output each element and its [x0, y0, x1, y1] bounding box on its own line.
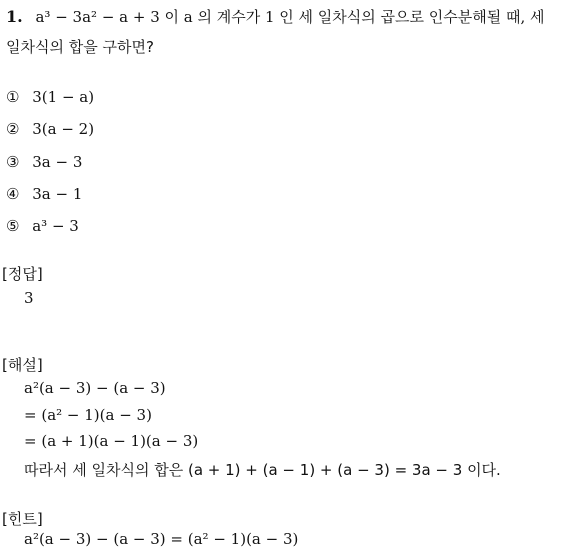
choice-text: 3a − 1 [32, 185, 83, 203]
choice-2[interactable] [6, 120, 94, 138]
choice-marker: ④ [6, 185, 20, 203]
choice-5[interactable] [6, 217, 79, 235]
choice-text: 3a − 3 [32, 153, 83, 171]
solution-line-2: = (a² − 1)(a − 3) [24, 406, 152, 424]
question-number: 1. [6, 7, 23, 26]
choice-marker: ③ [6, 153, 20, 171]
choice-text: a³ − 3 [32, 217, 79, 235]
hint-line: a²(a − 3) − (a − 3) = (a² − 1)(a − 3) [24, 530, 299, 548]
solution-line-4: 따라서 세 일차식의 합은 (a + 1) + (a − 1) + (a − 3) = 3a − 3 이다. [24, 461, 501, 479]
solution-label: [해설] [2, 356, 43, 374]
choice-text: 3(1 − a) [32, 88, 95, 106]
choice-4[interactable] [6, 185, 82, 203]
answer-value: 3 [24, 289, 34, 307]
question-stem [6, 6, 545, 27]
choice-text: 3(a − 2) [32, 120, 95, 138]
hint-label: [힌트] [2, 510, 43, 528]
solution-line-1: a²(a − 3) − (a − 3) [24, 379, 166, 397]
choice-marker: ② [6, 120, 20, 138]
question-text-line1: a³ − 3a² − a + 3 이 a 의 계수가 1 인 세 일차식의 곱으로 인수분해될 때, 세 [35, 8, 545, 26]
answer-label: [정답] [2, 265, 43, 283]
solution-line-3: = (a + 1)(a − 1)(a − 3) [24, 432, 199, 450]
choice-marker: ⑤ [6, 217, 20, 235]
choice-3[interactable] [6, 153, 82, 171]
choice-marker: ① [6, 88, 20, 106]
question-text-line2: 일차식의 합을 구하면? [6, 38, 154, 56]
choice-1[interactable] [6, 88, 94, 106]
